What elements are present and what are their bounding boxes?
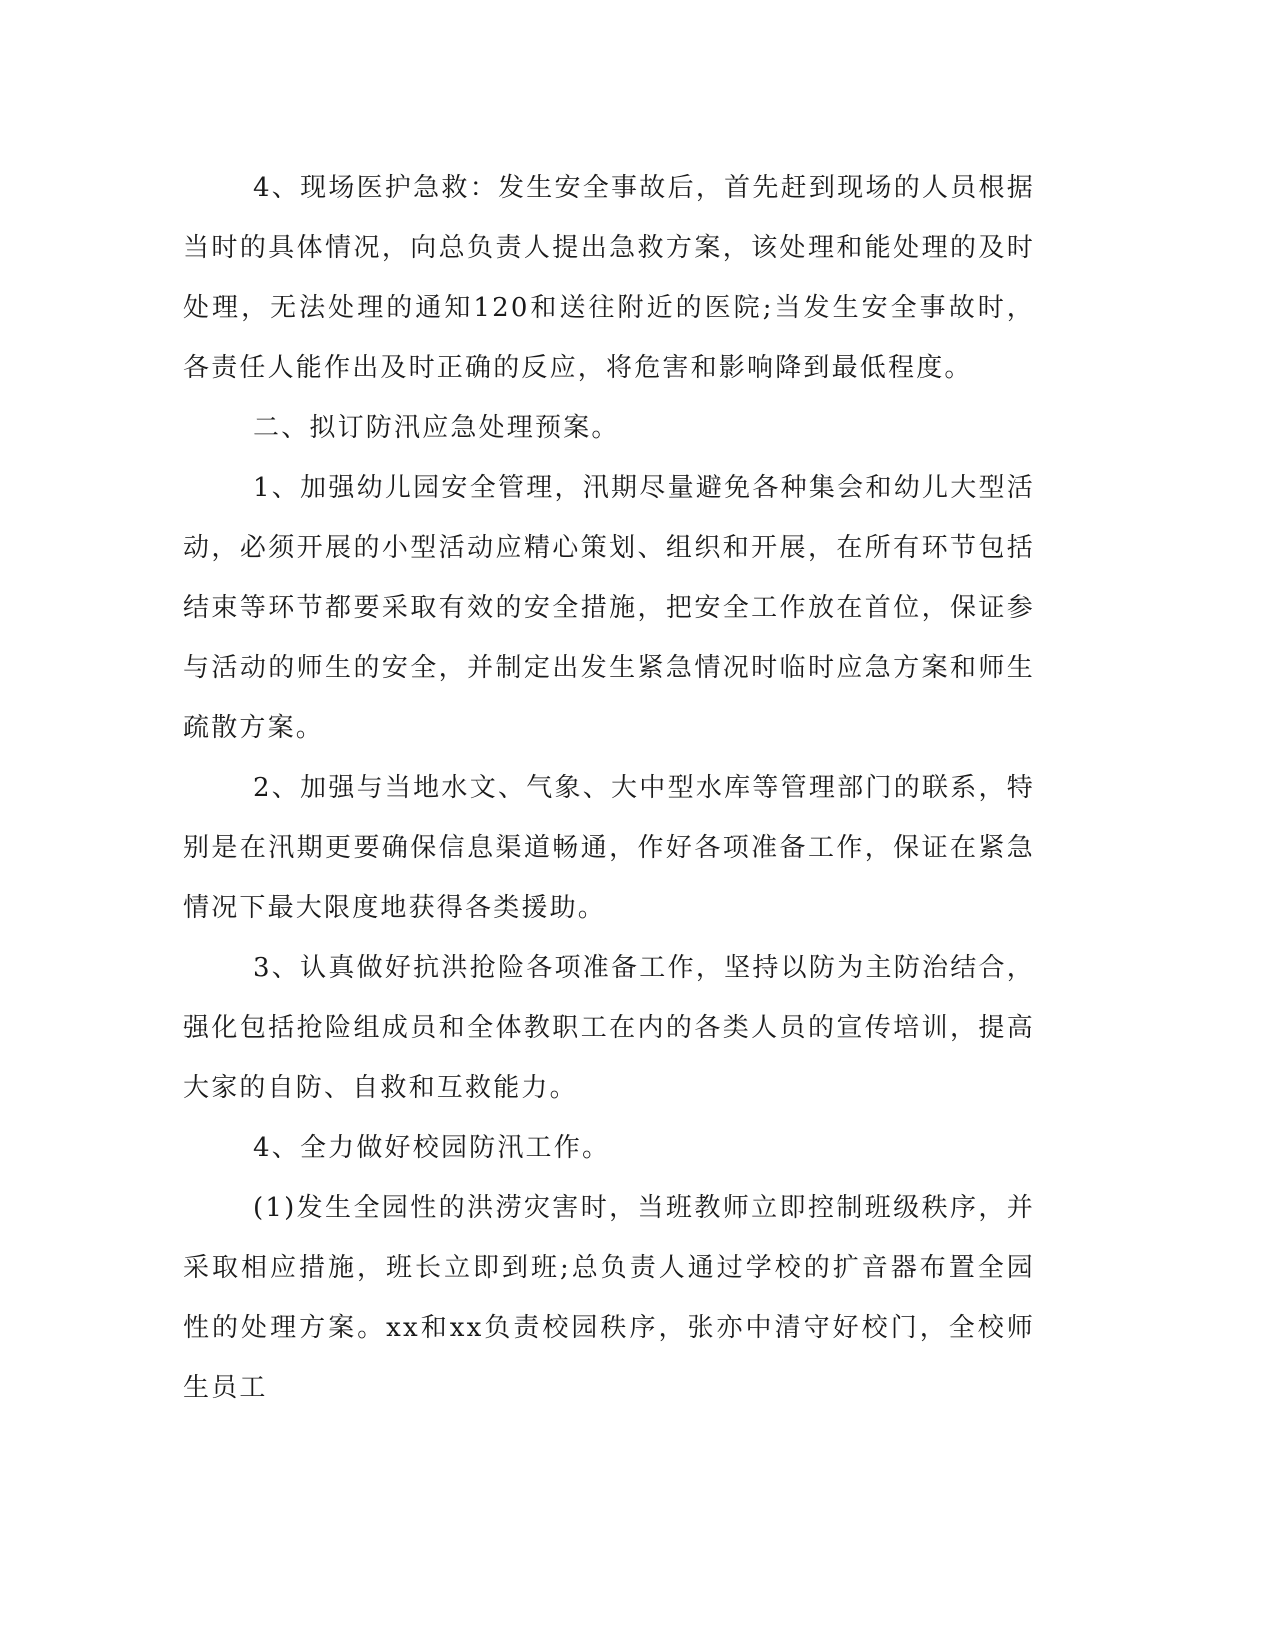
paragraph-department-liaison: 2、加强与当地水文、气象、大中型水库等管理部门的联系，特别是在汛期更要确保信息渠道畅通，作好各项准备工作，保证在紧急情况下最大限度地获得各类援助。 bbox=[183, 773, 1035, 923]
paragraph-campus-flood-work: 4、全力做好校园防汛工作。 bbox=[253, 1133, 611, 1163]
section-heading-flood-plan: 二、拟订防汛应急处理预案。 bbox=[253, 413, 620, 443]
document-body bbox=[183, 158, 1035, 1418]
paragraph-campus-wide-response: (1)发生全园性的洪涝灾害时，当班教师立即控制班级秩序，并采取相应措施，班长立即到班;总负责人通过学校的扩音器布置全园性的处理方案。xx和xx负责校园秩序，张亦中清守好校门，全校师生员工 bbox=[183, 1193, 1035, 1403]
paragraph-flood-preparation: 3、认真做好抗洪抢险各项准备工作，坚持以防为主防治结合，强化包括抢险组成员和全体教职工在内的各类人员的宣传培训，提高大家的自防、自救和互救能力。 bbox=[183, 953, 1035, 1103]
paragraph-medical-first-aid: 4、现场医护急救：发生安全事故后，首先赶到现场的人员根据当时的具体情况，向总负责人提出急救方案，该处理和能处理的及时处理，无法处理的通知120和送往附近的医院;当发生安全事故时，各责任人能作出及时正确的反应，将危害和影响降到最低程度。 bbox=[183, 173, 1035, 383]
paragraph-safety-management: 1、加强幼儿园安全管理，汛期尽量避免各种集会和幼儿大型活动，必须开展的小型活动应精心策划、组织和开展，在所有环节包括结束等环节都要采取有效的安全措施，把安全工作放在首位，保证参与活动的师生的安全，并制定出发生紧急情况时临时应急方案和师生疏散方案。 bbox=[183, 473, 1035, 743]
